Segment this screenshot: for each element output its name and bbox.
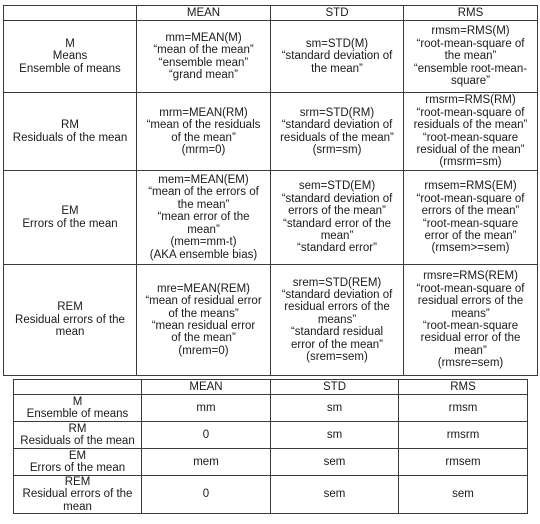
- row-header: [14, 395, 142, 422]
- rms-cell: rmsm: [399, 395, 528, 422]
- mean-cell: mem: [142, 449, 271, 476]
- cell-line: means”: [451, 307, 490, 320]
- table-row: [4, 171, 538, 265]
- cell-line: errors of the mean”: [421, 205, 520, 218]
- cell-line: mre=MEAN(REM): [157, 282, 250, 295]
- column-header-rms: RMS: [404, 6, 538, 21]
- cell-line: “standard error”: [297, 242, 377, 255]
- cell-line: rmsm=RMS(M): [431, 25, 510, 38]
- cell-line: “mean of residual error: [145, 295, 262, 308]
- cell-line: means”: [317, 313, 357, 326]
- cell-line: mean: [63, 500, 92, 513]
- cell-line: residuals of the mean”: [413, 119, 528, 132]
- cell-line: M: [72, 395, 83, 408]
- cell-line: rmsre=RMS(REM): [423, 270, 518, 283]
- cell-line: mm=MEAN(M): [165, 31, 242, 44]
- table-row: [14, 422, 528, 449]
- cell-line: “standard deviation of: [281, 192, 393, 205]
- cell-line: Residuals of the mean: [20, 435, 135, 447]
- cell-line: “ensemble mean”: [158, 56, 249, 69]
- cell-line: mem=MEAN(EM): [158, 174, 249, 187]
- cell-line: (rmsem>=sem): [431, 242, 510, 255]
- summary-table: [13, 379, 528, 514]
- cell-line: the mean”: [177, 198, 230, 211]
- cell-line: residuals of the mean”: [280, 131, 394, 144]
- cell-line: Residuals of the mean: [12, 131, 128, 144]
- cell-line: the mean”: [444, 50, 497, 63]
- row-header: [14, 422, 142, 449]
- std-cell: [271, 171, 404, 265]
- column-header-mean: MEAN: [137, 6, 271, 21]
- cell-line: srm=STD(RM): [299, 106, 375, 119]
- std-cell: sem: [271, 449, 399, 476]
- cell-line: square”: [451, 75, 490, 88]
- cell-line: (mem=mm-t): [170, 236, 237, 249]
- cell-line: “standard deviation of: [281, 50, 393, 63]
- cell-line: “standard deviation of: [281, 288, 393, 301]
- row-header: [14, 449, 142, 476]
- cell-line: errors of the mean”: [288, 205, 386, 218]
- cell-line: EM: [68, 449, 87, 462]
- header-row: [4, 6, 538, 21]
- rms-cell: rmsrm: [399, 422, 528, 449]
- cell-line: Residual errors of the: [22, 488, 133, 501]
- corner-cell: [4, 6, 137, 21]
- cell-line: REM: [57, 301, 83, 314]
- table-row: [14, 449, 528, 476]
- column-header-rms: RMS: [399, 380, 528, 395]
- cell-line: mrm=MEAN(RM): [159, 106, 248, 119]
- header-row: [14, 380, 528, 395]
- cell-line: residual errors of the: [284, 301, 390, 314]
- cell-line: (mrm=0): [181, 143, 226, 156]
- cell-line: sm=STD(M): [305, 37, 369, 50]
- std-cell: sm: [271, 422, 399, 449]
- rms-cell: [404, 93, 538, 171]
- mean-cell: [137, 93, 271, 171]
- cell-line: “mean of the mean”: [153, 44, 254, 57]
- table-row: [4, 93, 538, 171]
- corner-cell: [14, 380, 142, 395]
- std-cell: sem: [271, 476, 399, 514]
- column-header-std: STD: [271, 6, 404, 21]
- cell-line: mean”: [320, 229, 354, 242]
- mean-cell: [137, 265, 271, 376]
- cell-line: “root-mean-square: [422, 131, 519, 144]
- cell-line: “standard deviation of: [281, 119, 393, 132]
- cell-line: error of the mean”: [290, 338, 384, 351]
- cell-line: (srem=sem): [306, 351, 368, 364]
- cell-line: of the mean”: [171, 131, 236, 144]
- table-row: [4, 265, 538, 376]
- mean-cell: mm: [142, 395, 271, 422]
- cell-line: Residual errors of the: [15, 313, 125, 326]
- cell-line: EM: [61, 205, 79, 218]
- cell-line: RM: [68, 422, 87, 435]
- column-header-std: STD: [271, 380, 399, 395]
- cell-line: mean: [55, 326, 85, 339]
- cell-line: error of the mean”: [424, 229, 517, 242]
- cell-line: M: [65, 37, 75, 50]
- cell-line: “mean residual error: [151, 320, 256, 332]
- cell-line: residual errors of the: [417, 295, 524, 308]
- cell-line: of the means”: [168, 307, 239, 320]
- cell-line: “mean of the residuals: [146, 119, 261, 132]
- cell-line: (srm=sm): [312, 143, 362, 156]
- row-header: [14, 476, 142, 514]
- table-row: [14, 476, 528, 514]
- cell-line: rmsrm=RMS(RM): [425, 94, 516, 107]
- cell-line: mean”: [454, 344, 487, 357]
- rms-cell: [404, 171, 538, 265]
- mean-cell: 0: [142, 476, 271, 514]
- cell-line: rmsem=RMS(EM): [424, 180, 517, 193]
- cell-line: Means: [52, 50, 88, 63]
- std-cell: [271, 21, 404, 93]
- mean-cell: [137, 171, 271, 265]
- cell-line: RM: [61, 119, 79, 132]
- mean-cell: [137, 21, 271, 93]
- cell-line: “root-mean-square: [422, 217, 519, 230]
- column-header-mean: MEAN: [142, 380, 271, 395]
- cell-line: Ensemble of means: [19, 62, 121, 75]
- rms-cell: rmsem: [399, 449, 528, 476]
- cell-line: Errors of the mean: [22, 217, 118, 230]
- cell-line: (rmsrm=sm): [439, 156, 502, 169]
- mean-cell: 0: [142, 422, 271, 449]
- cell-line: mean”: [187, 223, 220, 236]
- cell-line: “root-mean-square of: [416, 282, 525, 295]
- cell-line: the mean”: [311, 62, 363, 75]
- cell-line: sem=STD(EM): [298, 180, 376, 193]
- cell-line: “root-mean-square of: [416, 192, 525, 205]
- std-cell: [271, 265, 404, 376]
- cell-line: “root-mean-square of: [416, 106, 525, 119]
- table-row: [4, 21, 538, 93]
- definitions-table: [3, 5, 538, 376]
- std-cell: sm: [271, 395, 399, 422]
- cell-line: srem=STD(REM): [292, 276, 382, 289]
- cell-line: (mrem=0): [178, 344, 229, 357]
- cell-line: “root-mean-square: [422, 320, 519, 332]
- row-header: [4, 21, 137, 93]
- cell-line: residual error of the: [420, 332, 521, 345]
- row-header: [4, 93, 137, 171]
- cell-line: (AKA ensemble bias): [149, 248, 258, 261]
- cell-line: “mean of the errors of: [148, 186, 259, 199]
- cell-line: Errors of the mean: [29, 462, 126, 474]
- cell-line: “standard residual: [290, 326, 384, 339]
- cell-line: “grand mean”: [168, 68, 239, 81]
- cell-line: “standard error of the: [282, 217, 392, 230]
- rms-cell: [404, 21, 538, 93]
- cell-line: of the mean”: [171, 332, 236, 345]
- cell-line: “root-mean-square of: [416, 37, 525, 50]
- row-header: [4, 171, 137, 265]
- cell-line: REM: [64, 476, 91, 488]
- cell-line: “mean error of the: [157, 211, 250, 224]
- row-header: [4, 265, 137, 376]
- cell-line: “ensemble root-mean-: [413, 62, 528, 75]
- cell-line: residual of the mean”: [416, 143, 525, 156]
- table-row: [14, 395, 528, 422]
- rms-cell: sem: [399, 476, 528, 514]
- std-cell: [271, 93, 404, 171]
- rms-cell: [404, 265, 538, 376]
- cell-line: (rmsre=sem): [437, 357, 504, 370]
- cell-line: Ensemble of means: [26, 408, 129, 420]
